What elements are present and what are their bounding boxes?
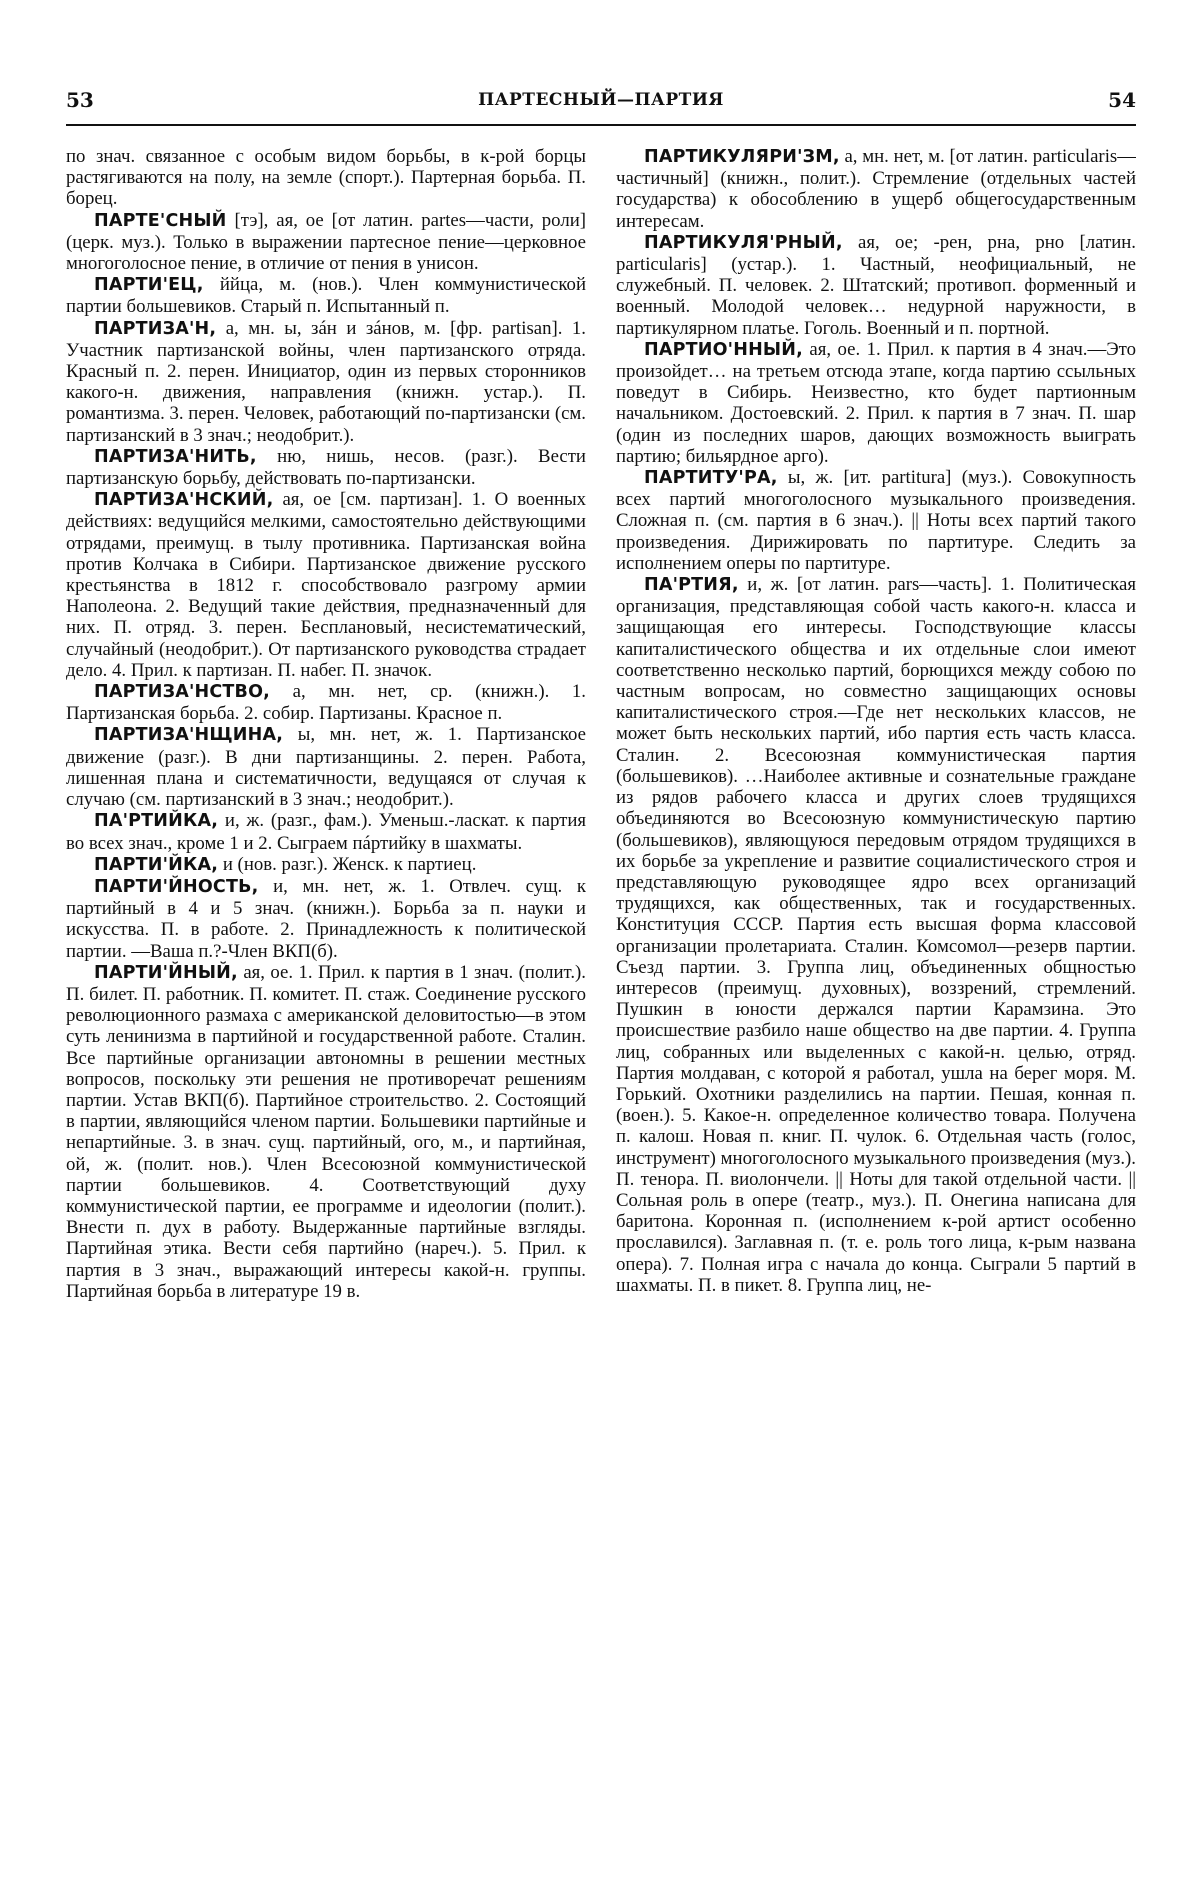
dictionary-entry <box>66 810 586 853</box>
dictionary-entry <box>616 574 1136 1296</box>
entry-definition: ню, нишь, несов. (разг.). Вести партизанскую борьбу, действовать по-партизански. <box>66 445 586 490</box>
entry-headword: ПА'РТИЙКА, <box>94 811 219 832</box>
page-number-left: 53 <box>66 88 94 112</box>
entry-definition: и, ж. (разг., фам.). Уменьш.-ласкат. к партия во всех знач., кроме 1 и 2. Сыграем пáртийку в шахматы. <box>66 810 586 854</box>
entry-definition: а, мн. нет, ср. (книжн.). 1. Партизанская борьба. 2. собир. Партизаны. Красное п. <box>66 681 586 725</box>
entry-definition: ййца, м. (нов.). Член коммунистической партии большевиков. Старый п. Испытанный п. <box>66 274 586 318</box>
running-title: ПАРТЕСНЫЙ—ПАРТИЯ <box>478 90 724 110</box>
dictionary-entry <box>66 876 586 962</box>
dictionary-entry <box>66 854 586 876</box>
entry-definition: ы, ж. [ит. partitura] (муз.). Совокупность всех партий многоголосного музыкального произведения. Сложная п. (см. партия в 6 знач.). || Ноты всех партий такого произведения. Дирижировать по партитуре. Следить за исполнением оперы по партитуре. <box>616 467 1136 574</box>
entry-definition: ая, ое [см. партизан]. 1. О военных действиях: ведущийся мелкими, самостоятельно действующими отрядами, преимущ. в тылу противника. Партизанская война против Колчака в Сибири. Партизанское движение русского крестьянства в 1812 г. способствовало разгрому армии Наполеона. 2. Ведущий такие действия, предназначенный для них. П. отряд. 3. перен. Бесплановый, несистематический, случайный (неодобрит.). От партизанского руководства страдает дело. 4. Прил. к партизан. П. набег. П. значок. <box>66 489 586 681</box>
entry-definition: а, мн. ы, зáн и зáнов, м. [фр. partisan]. 1. Участник партизанской войны, член партизанского отряда. Красный п. 2. перен. Инициатор, один из первых сторонников какого-н. движения, направления (книжн. устар.). П. романтизма. 3. перен. Человек, работающий по-партизански (см. партизанский в 3 знач.; неодобрит.). <box>66 317 586 446</box>
entry-definition: ая, ое. 1. Прил. к партия в 4 знач.—Это произойдет… на третьем отсюда этапе, когда партию ссыльных поведут в Сибирь. Неизвестно, кто будет партионным начальником. Достоевский. 2. Прил. к партия в 7 знач. П. шар (один из последних шаров, дающих возможность выиграть партию; бильярдное арго). <box>616 338 1136 467</box>
entry-headword: ПАРТЕ'СНЫЙ <box>94 210 227 231</box>
entry-headword: ПАРТИЗА'НИТЬ, <box>94 446 257 467</box>
dictionary-entry <box>66 318 586 446</box>
dictionary-entry <box>66 489 586 681</box>
entry-headword: ПАРТИЗА'НСКИЙ, <box>94 490 274 511</box>
dictionary-entry <box>616 339 1136 467</box>
dictionary-entry <box>66 146 586 210</box>
right-column <box>616 146 1136 1886</box>
left-column <box>66 146 586 1886</box>
entry-headword: ПАРТИКУЛЯРИ'ЗМ, <box>644 147 840 167</box>
entry-headword: ПАРТИЗА'НСТВО, <box>94 682 271 703</box>
dictionary-entry <box>616 232 1136 339</box>
entry-definition: и (нов. разг.). Женск. к партиец. <box>222 853 477 875</box>
entry-definition: ая, ое. 1. Прил. к партия в 1 знач. (полит.). П. билет. П. работник. П. комитет. П. стаж. Соединение русского революционного размаха с американской деловитостью—в этом суть ленинизма в партийной и государственной работе. Сталин. Все партийные организации автономны в решении местных вопросов, поскольку эти решения не противоречат решениям партии. Устав ВКП(б). Партийное строительство. 2. Состоящий в партии, являющийся членом партии. Большевики партийные и непартийные. 3. в знач. сущ. партийный, ого, м., и партийная, ой, ж. (полит. нов.). Член Всесоюзной коммунистической партии большевиков. 4. Соответствующий духу коммунистической партии, ее программе и идеологии (полит.). Внести п. дух в работу. Выдержанные партийные взгляды. Партийная этика. Вести себя партийно (нареч.). 5. Прил. к партия в 3 знач., выражающий интересы какой-н. группы. Партийная борьба в литературе 19 в. <box>66 961 586 1302</box>
entry-headword: ПАРТИЗА'НЩИНА, <box>94 725 284 746</box>
dictionary-entry <box>66 724 586 810</box>
entry-definition: [тэ], ая, ое [от латин. partes—части, роли] (церк. муз.). Только в выражении партесное пение—церковное многоголосное пение, в отличие от пения в унисон. <box>66 209 586 275</box>
dictionary-entry <box>66 962 586 1302</box>
entry-definition: и, ж. [от латин. pars—часть]. 1. Политическая организация, представляющая собой часть какого-н. класса и защищающая его интересы. Господствующие классы капиталистического общества и их отдельные слои имеют соответственно несколько партий, борющихся между собою по частным вопросам, но совместно защищающих основы капиталистического строя.—Где нет нескольких классов, не может быть нескольких партий, ибо партия есть часть класса. Сталин. 2. Всесоюзная коммунистическая партия (большевиков). …Наиболее активные и сознательные граждане из рядов рабочего класса и других слоев трудящихся объединяются во Всесоюзную коммунистическую партию (большевиков), являющуюся передовым отрядом трудящихся в их борьбе за укрепление и развитие социалистического строя и представляющую руководящее ядро всех организаций трудящихся, как общественных, так и государственных. Конституция СССР. Партия есть высшая форма классовой организации пролетариата. Сталин. Комсомол—резерв партии. Съезд партии. 3. Группа лиц, объединенных общностью интересов (преимущ. духовных), воззрений, стремлений. Пушкин в юности держался партии Карамзина. Это происшествие разбило наше общество на две партии. 4. Группа лиц, собранных или выделенных с какой-н. целью, отряд. Партия молдаван, с которой я работал, ушла на берег моря. М. Горький. Охотники разделились на партии. Пешая, конная п. (воен.). 5. Какое-н. определенное количество товара. Получена п. калош. Новая п. книг. П. чулок. 6. Отдельная часть (голос, инструмент) многоголосного музыкального произведения (муз.). П. тенора. П. виолончели. || Ноты для такой отдельной части. || Сольная роль в опере (театр., муз.). П. Онегина написана для баритона. Коронная п. (исполнением к-рой артист особенно прославился). Заглавная п. (т. е. роль того лица, к-рым названа опера). 7. Полная игра с начала до конца. Сыграли 5 партий в шахматы. П. в пикет. 8. Группа лиц, не- <box>616 574 1136 1296</box>
entry-definition: по знач. связанное с особым видом борьбы, в к-рой борцы растягиваются на полу, на земле (спорт.). Партерная борьба. П. борец. <box>66 146 586 210</box>
entry-headword: ПАРТИКУЛЯ'РНЫЙ, <box>644 232 843 253</box>
entry-definition: ая, ое; -рен, рна, рно [латин. particularis] (устар.). 1. Частный, неофициальный, не служебный. П. человек. 2. Штатский; противоп. форменный и военный. Молодой человек… недурной наружности, в партикулярном платье. Гоголь. Военный и п. портной. <box>616 231 1136 339</box>
dictionary-entry <box>66 681 586 724</box>
entry-headword: ПА'РТИЯ, <box>644 575 739 596</box>
dictionary-entry <box>66 446 586 489</box>
entry-headword: ПАРТИ'ЙКА, <box>94 854 219 875</box>
entry-headword: ПАРТИО'ННЫЙ, <box>644 339 803 360</box>
entry-definition: ы, мн. нет, ж. 1. Партизанское движение (разг.). В дни партизанщины. 2. перен. Работа, лишенная плана и систематичности, ведущаяся от случая к случаю (см. партизанский в 3 знач.; неодобрит.). <box>66 724 586 811</box>
dictionary-entry <box>66 274 586 317</box>
entry-headword: ПАРТИ'ЕЦ, <box>94 275 204 296</box>
entry-definition: а, мн. нет, м. [от латин. particularis—частичный] (книжн., полит.). Стремление (отдельных частей государства) к обособлению в ущерб общегосударственным интересам. <box>616 146 1136 232</box>
entry-headword: ПАРТИТУ'РА, <box>644 468 778 489</box>
dictionary-entry <box>616 146 1136 232</box>
page-number-right: 54 <box>1108 88 1136 112</box>
entry-headword: ПАРТИЗА'Н, <box>94 318 217 339</box>
header-rule <box>66 124 1136 126</box>
entry-headword: ПАРТИ'ЙНОСТЬ, <box>94 876 259 897</box>
page-header <box>66 88 1136 118</box>
dictionary-entry <box>66 210 586 275</box>
entry-definition: и, мн. нет, ж. 1. Отвлеч. сущ. к партийный в 4 и 5 знач. (книжн.). Борьба за п. науки и искусства. П. в работе. 2. Принадлежность к политической партии. —Ваша п.?-Член ВКП(б). <box>66 875 586 962</box>
entry-headword: ПАРТИ'ЙНЫЙ, <box>94 962 238 983</box>
dictionary-entry <box>616 467 1136 574</box>
